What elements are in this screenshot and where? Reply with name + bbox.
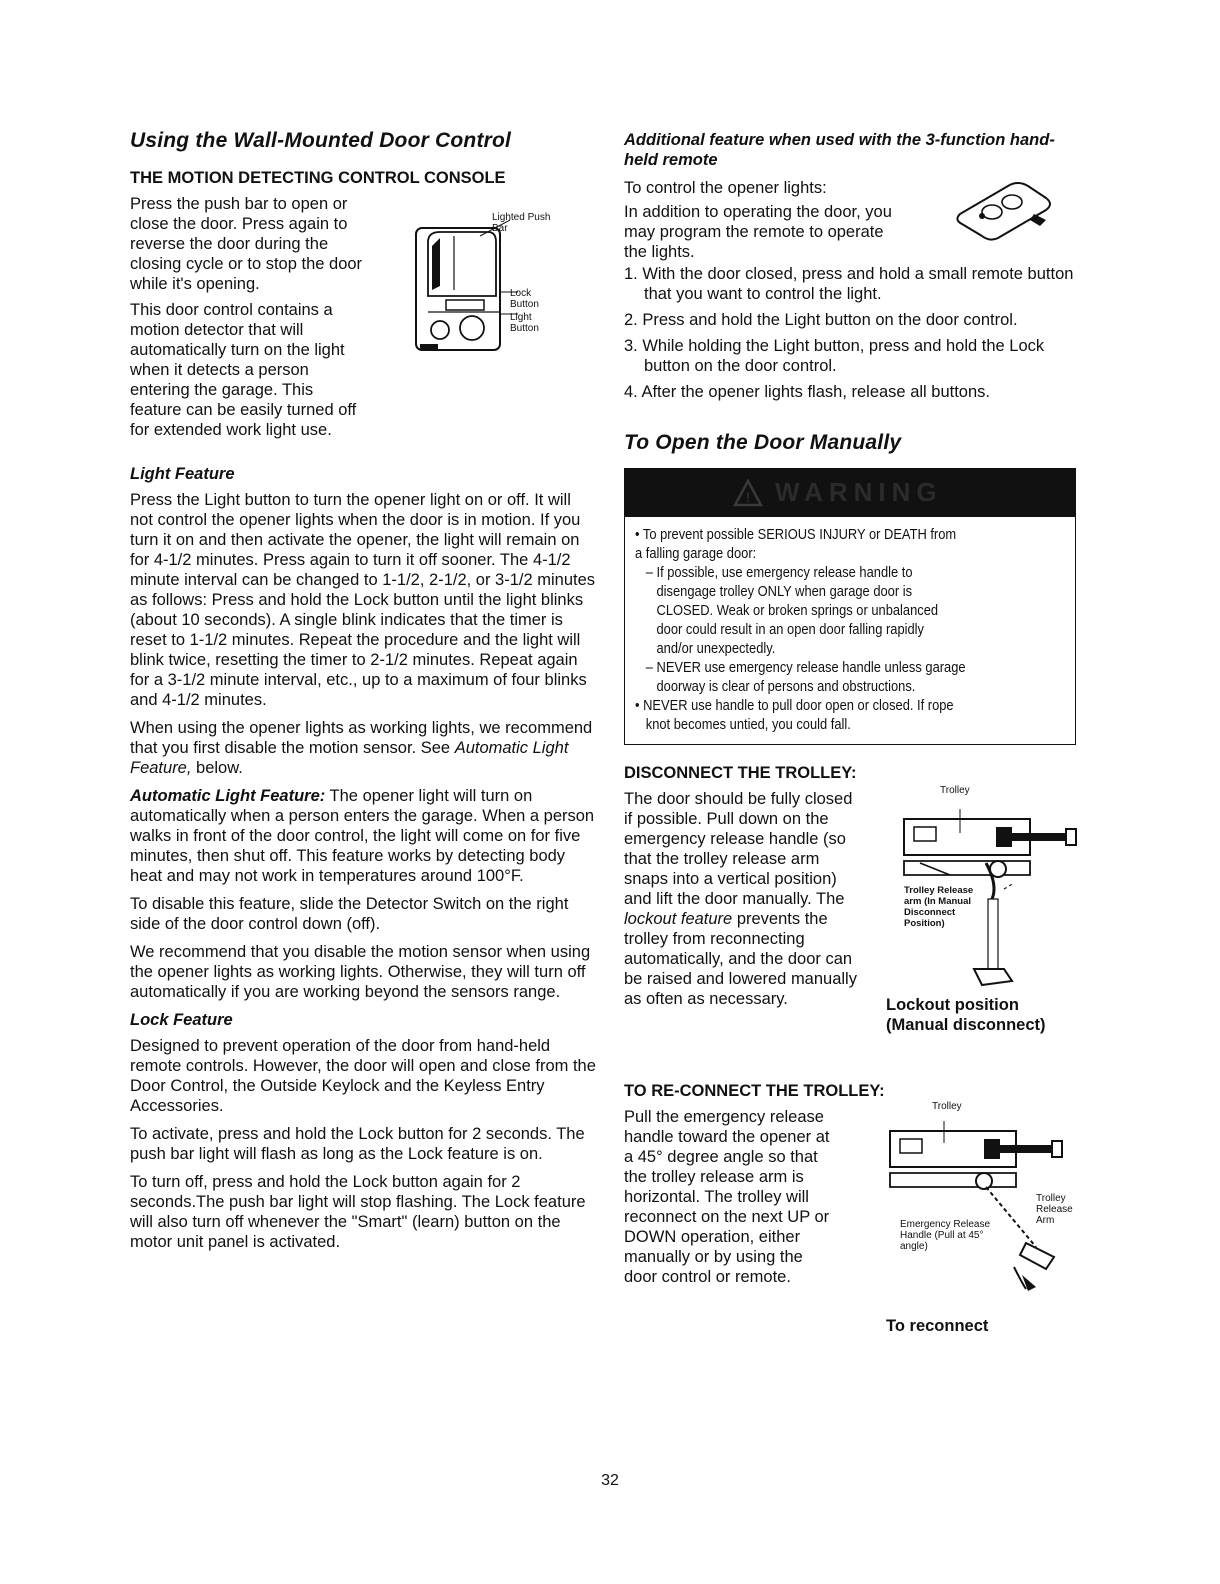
light-feature-paragraph: Press the Light button to turn the opener light on or off. It will not control the opener lights when the door is in motion. If you turn it on and then activate the opener, the light will remain on for 4-1/2 minutes. Press again to turn it off sooner. The 4-1/2 minute interval can be changed to 1-1/2, 2-1/2, or 3-1/2 minutes as follows: Press and hold the Lock button until the light blinks (about 10 seconds). A single blink indicates that the timer is reset to 1-1/2 minutes. Repeat the procedure and the light will blink twice, resetting the timer to 2-1/2 minutes. Repeat again for a 3-1/2 minute interval, etc., up to a maximum of four blinks and 4-1/2 minutes. bbox=[130, 491, 596, 709]
lockout-feature-term: lockout feature bbox=[624, 910, 733, 928]
disconnect-line bbox=[624, 909, 904, 929]
label-lock-button: Lock Button bbox=[510, 288, 539, 310]
console-heading: THE MOTION DETECTING CONTROL CONSOLE bbox=[130, 169, 506, 187]
console-block bbox=[130, 194, 598, 456]
disconnect-heading: DISCONNECT THE TROLLEY: bbox=[624, 764, 857, 782]
lock-paragraph-3: To turn off, press and hold the Lock button again for 2 seconds.The push bar light will stop flashing. The Lock feature will also turn off whenever the "Smart" (learn) button on the motor unit panel is activated. bbox=[130, 1173, 586, 1251]
disconnect-line: automatically, and the door can bbox=[624, 950, 853, 968]
step-text: While holding the Light button, press and hold the Lock button on the door control. bbox=[642, 337, 1045, 375]
console-text-line: closing cycle or to stop the door bbox=[130, 255, 363, 273]
text-span: When using the opener lights as working lights, we recommend that you first disable the motion sensor. See bbox=[130, 719, 593, 757]
warning-header bbox=[625, 469, 1075, 517]
text-span: prevents the bbox=[732, 910, 828, 928]
section-title-open-manually: To Open the Door Manually bbox=[624, 431, 902, 454]
step-item bbox=[624, 336, 1082, 376]
step-number: 4. bbox=[624, 383, 638, 401]
reconnect-line: door control or remote. bbox=[624, 1268, 791, 1286]
disconnect-block bbox=[624, 785, 1082, 1079]
step-text: With the door closed, press and hold a small remote button that you want to control the light. bbox=[642, 265, 1074, 303]
disconnect-line: as often as necessary. bbox=[624, 990, 788, 1008]
reconnect-line: handle toward the opener at bbox=[624, 1128, 830, 1146]
remote-text-line: the lights. bbox=[624, 243, 695, 261]
svg-text:!: ! bbox=[746, 489, 750, 505]
disconnect-line: and lift the door manually. The bbox=[624, 890, 845, 908]
warning-line: CLOSED. Weak or broken springs or unbalanced bbox=[635, 602, 939, 619]
light-feature-heading: Light Feature bbox=[130, 465, 235, 483]
warning-line: knot becomes untied, you could fall. bbox=[635, 716, 851, 733]
working-lights-paragraph bbox=[130, 718, 598, 778]
page-number: 32 bbox=[601, 1472, 619, 1489]
reconnect-line: Pull the emergency release bbox=[624, 1108, 824, 1126]
step-text: Press and hold the Light button on the door control. bbox=[642, 311, 1018, 329]
text-em: Automatic Light Feature, bbox=[130, 739, 569, 777]
warning-line: • NEVER use handle to pull door open or closed. If rope bbox=[635, 697, 954, 714]
warning-box bbox=[624, 468, 1076, 745]
reconnect-heading: TO RE-CONNECT THE TROLLEY: bbox=[624, 1082, 885, 1100]
label-trolley: Trolley bbox=[940, 785, 970, 796]
step-number: 1. bbox=[624, 265, 638, 283]
lockout-caption bbox=[886, 995, 1086, 1035]
lock-feature-heading: Lock Feature bbox=[130, 1011, 233, 1029]
reconnect-line: horizontal. The trolley will bbox=[624, 1188, 809, 1206]
label-release-arm: Trolley Release Arm bbox=[1036, 1193, 1073, 1226]
console-text-line: Press the push bar to open or bbox=[130, 195, 348, 213]
reconnect-line: the trolley release arm is bbox=[624, 1168, 804, 1186]
label-light-button: Light Button bbox=[510, 312, 539, 334]
console-text-line: when it detects a person bbox=[130, 361, 309, 379]
step-number: 3. bbox=[624, 337, 638, 355]
recommend-paragraph: We recommend that you disable the motion sensor when using the opener lights as working lights. Otherwise, they will turn off automatically if you are working beyond the sensors range. bbox=[130, 943, 591, 1001]
text-span: The opener light will turn on automatically when a person enters the garage. When a person walks in front of the door control, the light will come on for five minutes, then shut off. This feature works by detecting body heat and may not work in temperatures around 100°F. bbox=[130, 787, 595, 885]
warning-line: and/or unexpectedly. bbox=[635, 640, 776, 657]
reconnect-block bbox=[624, 1101, 1082, 1357]
warning-line: door could result in an open door falling rapidly bbox=[635, 621, 925, 638]
warning-title: WARNING bbox=[775, 477, 943, 507]
console-text-line: This door control contains a bbox=[130, 301, 333, 319]
additional-feature-heading: Additional feature when used with the 3-function hand-held remote bbox=[624, 131, 1055, 169]
automatic-light-paragraph bbox=[130, 786, 598, 886]
reconnect-caption: To reconnect bbox=[886, 1317, 989, 1335]
left-column bbox=[130, 128, 598, 1260]
console-text-line: motion detector that will bbox=[130, 321, 304, 339]
remote-text-line: may program the remote to operate bbox=[624, 223, 884, 241]
console-text-line: close the door. Press again to bbox=[130, 215, 348, 233]
lockout-caption-line1: Lockout position bbox=[886, 996, 1019, 1014]
console-text-line: for extended work light use. bbox=[130, 421, 332, 439]
disconnect-illustration bbox=[886, 785, 1084, 1039]
warning-line: – NEVER use emergency release handle unless garage bbox=[635, 659, 966, 676]
reconnect-illustration bbox=[886, 1101, 1082, 1357]
reconnect-line: a 45° degree angle so that bbox=[624, 1148, 818, 1166]
console-text-line: automatically turn on the light bbox=[130, 341, 345, 359]
warning-line: • To prevent possible SERIOUS INJURY or DEATH from bbox=[635, 526, 957, 543]
label-release-arm: Trolley Release arm (In Manual Disconnect Position) bbox=[904, 885, 974, 929]
right-column bbox=[624, 130, 1082, 1357]
disable-paragraph: To disable this feature, slide the Detector Switch on the right side of the door control down (off). bbox=[130, 895, 569, 933]
warning-triangle-icon bbox=[733, 479, 763, 507]
remote-control-icon bbox=[954, 180, 1054, 246]
step-item bbox=[624, 382, 1082, 402]
disconnect-line: trolley from reconnecting bbox=[624, 930, 805, 948]
warning-body bbox=[625, 517, 1075, 744]
remote-text-line: In addition to operating the door, you bbox=[624, 203, 892, 221]
disconnect-line: if possible. Pull down on the bbox=[624, 810, 829, 828]
disconnect-line: be raised and lowered manually bbox=[624, 970, 857, 988]
step-number: 2. bbox=[624, 311, 638, 329]
section-title-wall-control: Using the Wall-Mounted Door Control bbox=[130, 129, 512, 152]
lock-paragraph-1: Designed to prevent operation of the door from hand-held remote controls. However, the door will open and close from the Door Control, the Outside Keylock and the Keyless Entry Accessories. bbox=[130, 1037, 596, 1115]
disconnect-line: snaps into a vertical position) bbox=[624, 870, 837, 888]
reconnect-line: DOWN operation, either bbox=[624, 1228, 801, 1246]
label-emergency-handle: Emergency Release Handle (Pull at 45° angle) bbox=[900, 1219, 991, 1252]
step-text: After the opener lights flash, release all buttons. bbox=[641, 383, 990, 401]
reconnect-line: reconnect on the next UP or bbox=[624, 1208, 830, 1226]
step-item bbox=[624, 264, 1082, 304]
light-programming-steps bbox=[624, 264, 1082, 402]
remote-illustration bbox=[954, 180, 1054, 246]
console-text-line: entering the garage. This bbox=[130, 381, 314, 399]
lockout-caption-line2: (Manual disconnect) bbox=[886, 1016, 1046, 1034]
remote-block bbox=[624, 178, 1082, 264]
label-trolley: Trolley bbox=[932, 1101, 962, 1112]
automatic-light-label: Automatic Light Feature: bbox=[130, 787, 326, 805]
door-control-icon bbox=[410, 216, 530, 356]
text-span: below. bbox=[191, 759, 243, 777]
remote-intro: To control the opener lights: bbox=[624, 179, 827, 197]
lock-paragraph-2: To activate, press and hold the Lock button for 2 seconds. The push bar light will flash as long as the Lock feature is on. bbox=[130, 1125, 585, 1163]
warning-line: disengage trolley ONLY when garage door is bbox=[635, 583, 913, 600]
door-control-illustration bbox=[410, 212, 570, 366]
disconnect-line: that the trolley release arm bbox=[624, 850, 820, 868]
disconnect-line: emergency release handle (so bbox=[624, 830, 846, 848]
label-lighted-push-bar: Lighted Push Bar bbox=[492, 212, 551, 234]
disconnect-line: The door should be fully closed bbox=[624, 790, 853, 808]
warning-line: – If possible, use emergency release handle to bbox=[635, 564, 913, 581]
reconnect-line: manually or by using the bbox=[624, 1248, 803, 1266]
warning-line: a falling garage door: bbox=[635, 545, 757, 562]
console-text-line: while it's opening. bbox=[130, 275, 260, 293]
warning-line: doorway is clear of persons and obstructions. bbox=[635, 678, 916, 695]
step-item bbox=[624, 310, 1082, 330]
console-text-line: reverse the door during the bbox=[130, 235, 329, 253]
console-text-line: feature can be easily turned off bbox=[130, 401, 357, 419]
